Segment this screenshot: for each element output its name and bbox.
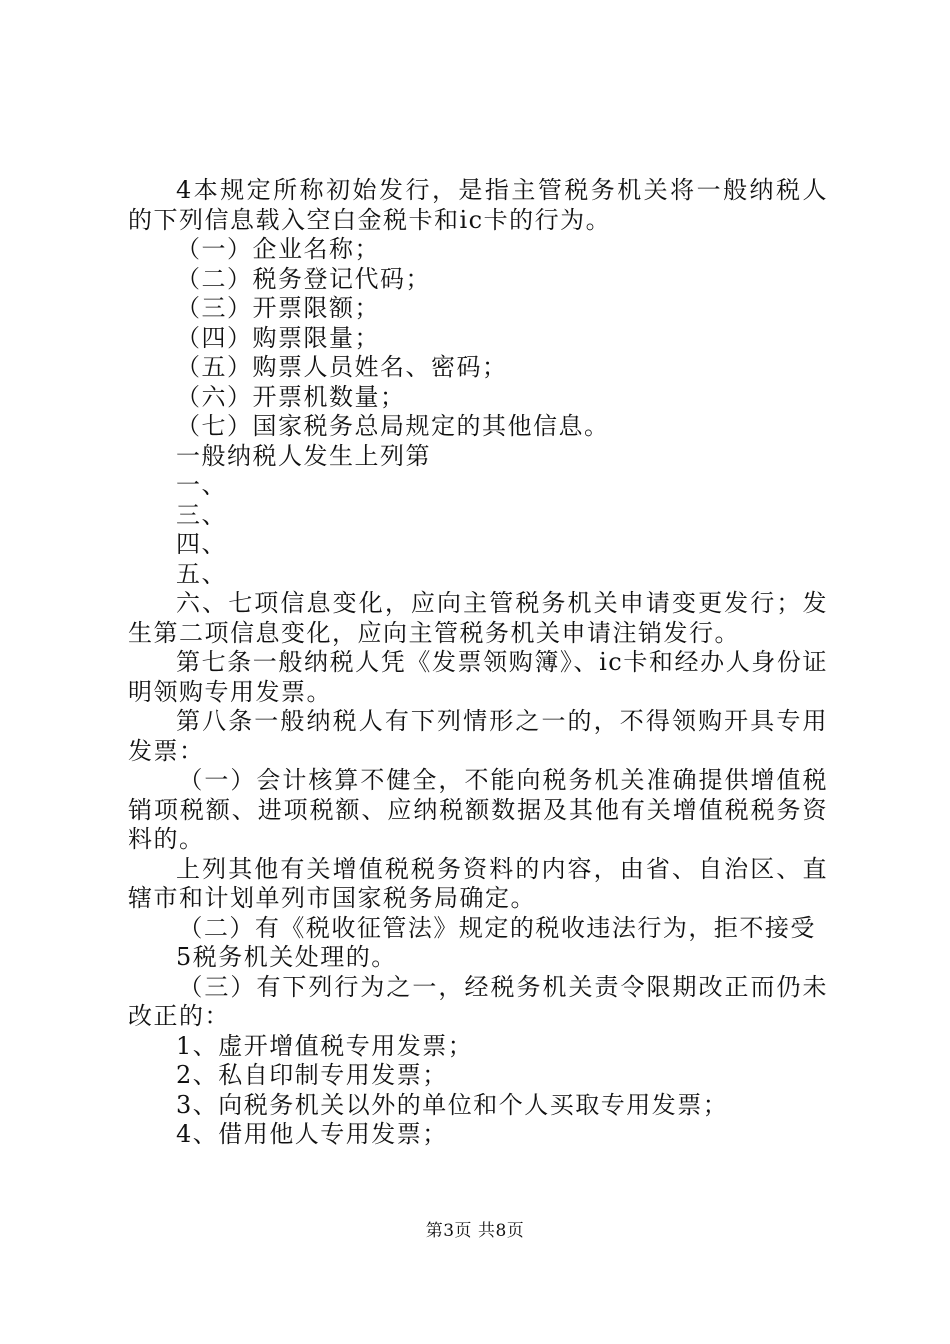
list-item-private-printing: 2、私自印制专用发票； (176, 1061, 448, 1089)
list-item-borrow-invoice: 4、借用他人专用发票； (176, 1120, 448, 1148)
paragraph-initial-issuance: 4本规定所称初始发行，是指主管税务机关将一般纳税人的下列信息载入空白金税卡和ic卡的行为。 (128, 176, 828, 234)
page-footer: 第3页 共8页 (425, 1221, 525, 1241)
list-item-purchaser-info: （五）购票人员姓名、密码； (176, 353, 508, 381)
list-fragment-5: 五、 (176, 559, 227, 588)
paragraph-accounting-incomplete: （一）会计核算不健全，不能向税务机关准确提供增值税销项税额、进项税额、应纳税额数据及其他有关增值税税务资料的。 (128, 766, 828, 853)
paragraph-tax-violation-cont: 5税务机关处理的。 (176, 943, 397, 971)
paragraph-info-change: 一般纳税人发生上列第 (176, 441, 431, 470)
paragraph-uncorrected-acts: （三）有下列行为之一，经税务机关责令限期改正而仍未改正的： (128, 972, 828, 1030)
list-fragment-1: 一、 (176, 471, 227, 499)
paragraph-article-8: 第八条一般纳税人有下列情形之一的，不得领购开具专用发票： (128, 707, 828, 765)
list-item-invoice-limit: （三）开票限额； (176, 294, 380, 322)
paragraph-tax-data-scope: 上列其他有关增值税税务资料的内容，由省、自治区、直辖市和计划单列市国家税务局确定。 (128, 854, 828, 912)
list-item-false-invoice: 1、虚开增值税专用发票； (176, 1031, 474, 1060)
list-fragment-4: 四、 (176, 530, 227, 558)
list-fragment-3: 三、 (176, 500, 227, 529)
document-body (128, 176, 828, 1150)
list-item-machine-count: （六）开票机数量； (176, 382, 406, 411)
paragraph-article-7: 第七条一般纳税人凭《发票领购簿》、ic卡和经办人身份证明领购专用发票。 (128, 648, 828, 706)
paragraph-change-issuance: 六、七项信息变化，应向主管税务机关申请变更发行；发生第二项信息变化，应向主管税务机关申请注销发行。 (128, 589, 828, 647)
list-item-company-name: （一）企业名称； (176, 235, 380, 263)
paragraph-tax-violation: （二）有《税收征管法》规定的税收违法行为，拒不接受 (178, 913, 816, 942)
list-item-other-info: （七）国家税务总局规定的其他信息。 (176, 412, 610, 440)
list-item-buy-outside: 3、向税务机关以外的单位和个人买取专用发票； (176, 1090, 729, 1119)
list-item-tax-code: （二）税务登记代码； (176, 264, 431, 293)
list-item-purchase-limit: （四）购票限量； (176, 323, 380, 352)
